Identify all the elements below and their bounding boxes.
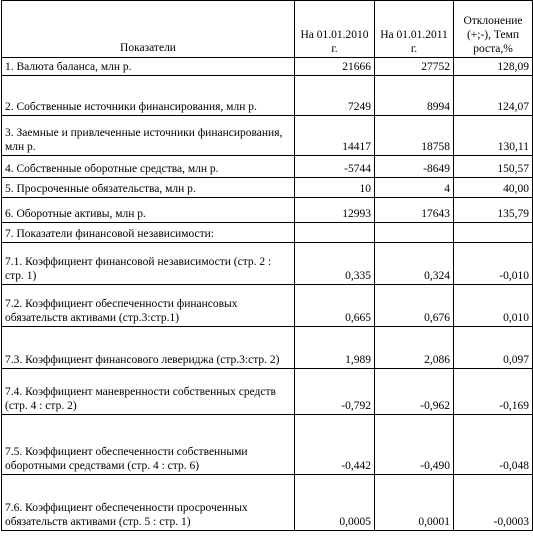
row-label: 1. Валюта баланса, млн р. bbox=[2, 58, 295, 76]
value-2011: -8649 bbox=[375, 156, 454, 178]
value-2011: 0,324 bbox=[375, 243, 454, 285]
value-2010 bbox=[295, 223, 375, 243]
value-2010: -5744 bbox=[295, 156, 375, 178]
value-2010: 1,989 bbox=[295, 327, 375, 369]
financial-indicators-table bbox=[1, 0, 533, 531]
table-row bbox=[2, 415, 533, 475]
value-2011: 4 bbox=[375, 178, 454, 198]
row-label: 7. Показатели финансовой независимости: bbox=[2, 223, 295, 243]
value-deviation: -0,169 bbox=[454, 369, 533, 415]
value-2010: 21666 bbox=[295, 58, 375, 76]
value-2010: 0,0005 bbox=[295, 475, 375, 531]
value-2010: 10 bbox=[295, 178, 375, 198]
row-label: 4. Собственные оборотные средства, млн р. bbox=[2, 156, 295, 178]
value-deviation: 40,00 bbox=[454, 178, 533, 198]
header-indicator: Показатели bbox=[2, 1, 295, 58]
table-row bbox=[2, 243, 533, 285]
value-deviation: -0,010 bbox=[454, 243, 533, 285]
value-2011: 8994 bbox=[375, 76, 454, 116]
value-2010: -0,442 bbox=[295, 415, 375, 475]
value-2011: 17643 bbox=[375, 198, 454, 223]
header-deviation: Отклонение (+;-), Темп роста,% bbox=[454, 1, 533, 58]
value-2010: 0,335 bbox=[295, 243, 375, 285]
value-deviation: -0,048 bbox=[454, 415, 533, 475]
value-2011: 18758 bbox=[375, 116, 454, 156]
table-row bbox=[2, 198, 533, 223]
header-row bbox=[2, 1, 533, 58]
value-deviation: 135,79 bbox=[454, 198, 533, 223]
value-deviation: -0,0003 bbox=[454, 475, 533, 531]
table-row bbox=[2, 223, 533, 243]
table-row bbox=[2, 369, 533, 415]
row-label: 3. Заемные и привлеченные источники финансирования, млн р. bbox=[2, 116, 295, 156]
row-label: 7.4. Коэффициент маневренности собственных средств (стр. 4 : стр. 2) bbox=[2, 369, 295, 415]
value-deviation: 150,57 bbox=[454, 156, 533, 178]
table-row bbox=[2, 178, 533, 198]
row-label: 5. Просроченные обязательства, млн р. bbox=[2, 178, 295, 198]
table-row bbox=[2, 76, 533, 116]
header-2011: На 01.01.2011 г. bbox=[375, 1, 454, 58]
value-2011: -0,490 bbox=[375, 415, 454, 475]
table-row bbox=[2, 116, 533, 156]
value-2010: 14417 bbox=[295, 116, 375, 156]
table-row bbox=[2, 475, 533, 531]
row-label: 7.6. Коэффициент обеспеченности просроченных обязательств активами (стр. 5 : стр. 1) bbox=[2, 475, 295, 531]
value-2011: 0,676 bbox=[375, 285, 454, 327]
value-2010: 0,665 bbox=[295, 285, 375, 327]
table-row bbox=[2, 58, 533, 76]
table-row bbox=[2, 327, 533, 369]
row-label: 7.2. Коэффициент обеспеченности финансовых обязательств активами (стр.3:стр.1) bbox=[2, 285, 295, 327]
row-label: 2. Собственные источники финансирования, млн р. bbox=[2, 76, 295, 116]
table-row bbox=[2, 285, 533, 327]
value-deviation: 0,097 bbox=[454, 327, 533, 369]
value-deviation bbox=[454, 223, 533, 243]
row-label: 6. Оборотные активы, млн р. bbox=[2, 198, 295, 223]
value-2010: 12993 bbox=[295, 198, 375, 223]
value-deviation: 0,010 bbox=[454, 285, 533, 327]
value-2010: 7249 bbox=[295, 76, 375, 116]
value-2011: 0,0001 bbox=[375, 475, 454, 531]
value-deviation: 124,07 bbox=[454, 76, 533, 116]
value-2011: 2,086 bbox=[375, 327, 454, 369]
value-2011 bbox=[375, 223, 454, 243]
value-deviation: 128,09 bbox=[454, 58, 533, 76]
row-label: 7.5. Коэффициент обеспеченности собственными оборотными средствами (стр. 4 : стр. 6) bbox=[2, 415, 295, 475]
table-row bbox=[2, 156, 533, 178]
value-2010: -0,792 bbox=[295, 369, 375, 415]
value-deviation: 130,11 bbox=[454, 116, 533, 156]
value-2011: 27752 bbox=[375, 58, 454, 76]
value-2011: -0,962 bbox=[375, 369, 454, 415]
header-2010: На 01.01.2010 г. bbox=[295, 1, 375, 58]
row-label: 7.3. Коэффициент финансового левериджа (стр.3:стр. 2) bbox=[2, 327, 295, 369]
row-label: 7.1. Коэффициент финансовой независимости (стр. 2 : стр. 1) bbox=[2, 243, 295, 285]
